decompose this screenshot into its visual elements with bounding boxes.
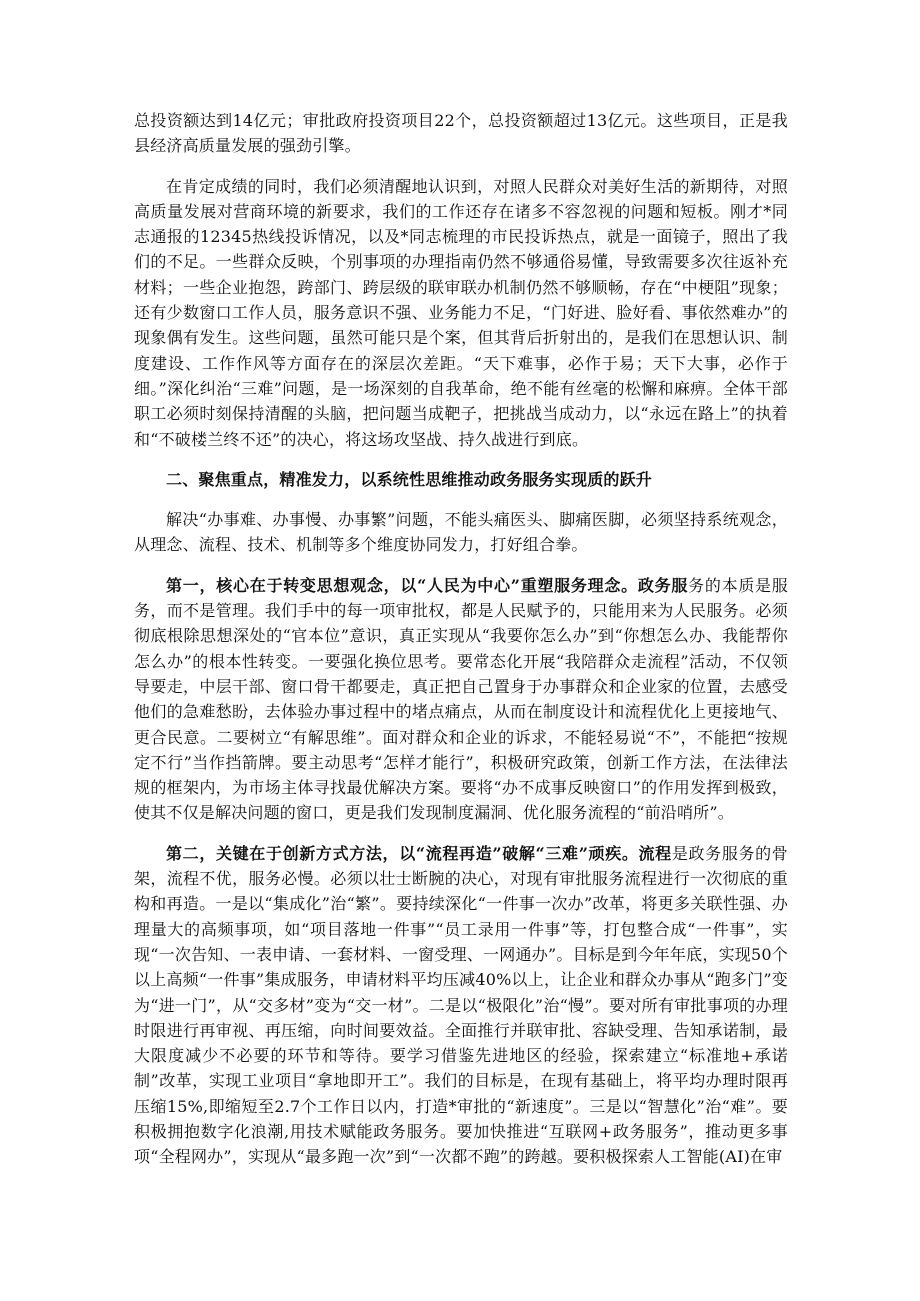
document-page xyxy=(134,108,788,1170)
paragraph-second-point xyxy=(134,841,788,1170)
paragraph-system-thinking: 解决“办事难、办事慢、办事繁”问题，不能头痛医头、脚痛医脚，必须坚持系统观念，从理念、流程、技术、机制等多个维度协同发力，打好组合拳。 xyxy=(134,510,788,555)
second-point-body: 是政务服务的骨架，流程不优，服务必慢。必须以壮士断腕的决心，对现有审批服务流程进行一次彻底的重构和再造。一是以“集成化”治“繁”。要持续深化“一件事一次办”改革，将更多关联性强、办理量大的高频事项，如“项目落地一件事”“员工录用一件事”等，打包整合成“一件事”，实现“一次告知、一表申请、一套材料、一窗受理、一网通办”。目标是到今年年底，实现50个以上高频“一件事”集成服务，申请材料平均压减40%以上，让企业和群众办事从“跑多门”变为“进一门”，从“交多材”变为“交一材”。二是以“极限化”治“慢”。要对所有审批事项的办理时限进行再审视、再压缩，向时间要效益。全面推行并联审批、容缺受理、告知承诺制，最大限度减少不必要的环节和等待。要学习借鉴先进地区的经验，探索建立“标准地+承诺制”改革，实现工业项目“拿地即开工”。我们的目标是，在现有基础上，将平均办理时限再压缩15%,即缩短至2.7个工作日以内，打造*审批的“新速度”。三是以“智慧化”治“难”。要积极拥抱数字化浪潮,用技术赋能政务服务。要加快推进“互联网+政务服务”，推动更多事项“全程网办”，实现从“最多跑一次”到“一次都不跑”的跨越。要积极探索人工智能(AI)在审 xyxy=(134,843,789,1167)
second-point-lead: 第二，关键在于创新方式方法，以“流程再造”破解“三难”顽疾。流程 xyxy=(166,843,672,863)
paragraph-investment-summary: 总投资额达到14亿元；审批政府投资项目22个，总投资额超过13亿元。这些项目，正是我县经济高质量发展的强劲引擎。 xyxy=(134,111,788,156)
section-heading-2: 二、聚焦重点，精准发力，以系统性思维推动政务服务实现质的跃升 xyxy=(166,469,653,489)
first-point-body: 务的本质是服务，而不是管理。我们手中的每一项审批权，都是人民赋予的，只能用来为人民服务。必须彻底根除思想深处的“官本位”意识，真正实现从“我要你怎么办”到“你想怎么办、我能帮你怎么办”的根本性转变。一要强化换位思考。要常态化开展“我陪群众走流程”活动，不仅领导要走，中层干部、窗口骨干都要走，真正把自己置身于办事群众和企业家的位置，去感受他们的急难愁盼，去体验办事过程中的堵点痛点，从而在制度设计和流程优化上更接地气、更合民意。二要树立“有解思维”。面对群众和企业的诉求，不能轻易说“不”，不能把“按规定不行”当作挡箭牌。要主动思考“怎样才能行”，积极研究政策，创新工作方法，在法律法规的框架内，为市场主体寻找最优解决方案。要将“办不成事反映窗口”的作用发挥到极致，使其不仅是解决问题的窗口，更是我们发现制度漏洞、优化服务流程的“前沿哨所”。 xyxy=(134,575,788,823)
paragraph-problems: 在肯定成绩的同时，我们必须清醒地认识到，对照人民群众对美好生活的新期待，对照高质量发展对营商环境的新要求，我们的工作还存在诸多不容忽视的问题和短板。刚才*同志通报的12345热线投诉情况，以及*同志梳理的市民投诉热点，就是一面镜子，照出了我们的不足。一些群众反映，个别事项的办理指南仍然不够通俗易懂，导致需要多次往返补充材料；一些企业抱怨，跨部门、跨层级的联审联办机制仍然不够顺畅，存在“中梗阻”现象；还有少数窗口工作人员，服务意识不强、业务能力不足，“门好进、脸好看、事依然难办”的现象偶有发生。这些问题，虽然可能只是个案，但其背后折射出的，是我们在思想认识、制度建设、工作作风等方面存在的深层次差距。“天下难事，必作于易；天下大事，必作于细。”深化纠治“三难”问题，是一场深刻的自我革命，绝不能有丝毫的松懈和麻痹。全体干部职工必须时刻保持清醒的头脑，把问题当成靶子，把挑战当成动力，以“永远在路上”的执着和“不破楼兰终不还”的决心，将这场攻坚战、持久战进行到底。 xyxy=(134,176,788,449)
first-point-lead: 第一，核心在于转变思想观念，以“人民为中心”重塑服务理念。政务服 xyxy=(166,575,689,595)
paragraph-first-point xyxy=(134,573,788,826)
